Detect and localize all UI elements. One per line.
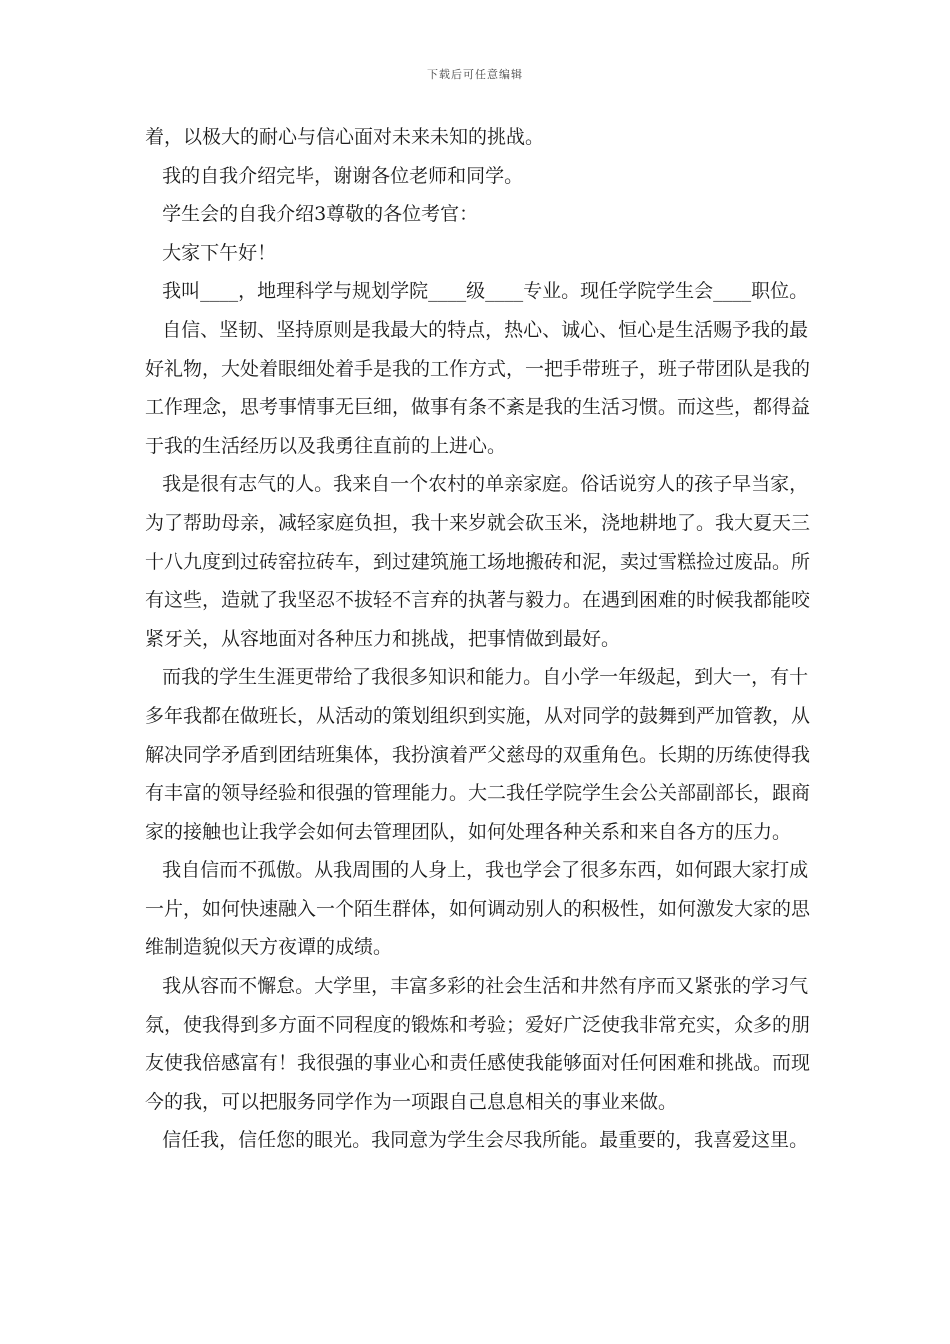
paragraph: 我的自我介绍完毕，谢谢各位老师和同学。: [162, 164, 524, 187]
paragraph: 我自信而不孤傲。从我周围的人身上，我也学会了很多东西，如何跟大家打成一片，如何快速融入一个陌生群体，如何调动别人的积极性，如何激发大家的思维制造貌似天方夜谭的成绩。: [145, 859, 811, 959]
document-body: [145, 118, 825, 1160]
paragraph: 学生会的自我介绍3尊敬的各位考官：: [162, 203, 479, 226]
paragraph: 大家下午好！: [162, 241, 277, 264]
paragraph: 而我的学生生涯更带给了我很多知识和能力。自小学一年级起，到大一，有十多年我都在做班长，从活动的策划组织到实施，从对同学的鼓舞到严加管教，从解决同学矛盾到团结班集体，我扮演着严父慈母的双重角色。长期的历练使得我有丰富的领导经验和很强的管理能力。大二我任学院学生会公关部副部长，跟商家的接触也让我学会如何去管理团队，如何处理各种关系和来自各方的压力。: [145, 666, 811, 843]
paragraph: 我从容而不懈怠。大学里，丰富多彩的社会生活和井然有序而又紧张的学习气氛，使我得到多方面不同程度的锻炼和考验；爱好广泛使我非常充实，众多的朋友使我倍感富有！我很强的事业心和责任感使我能够面对任何困难和挑战。而现今的我，可以把服务同学作为一项跟自己息息相关的事业来做。: [145, 975, 811, 1113]
paragraph: 信任我，信任您的眼光。我同意为学生会尽我所能。最重要的，我喜爱这里。: [162, 1129, 809, 1152]
paragraph: 着，以极大的耐心与信心面对未来未知的挑战。: [145, 126, 545, 148]
page-header: 下载后可任意编辑: [427, 68, 523, 81]
paragraph: 我是很有志气的人。我来自一个农村的单亲家庭。俗话说穷人的孩子早当家，为了帮助母亲，减轻家庭负担，我十来岁就会砍玉米，浇地耕地了。我大夏天三十八九度到过砖窑拉砖车，到过建筑施工场地搬砖和泥，卖过雪糕捡过废品。所有这些，造就了我坚忍不拔轻不言弃的执著与毅力。在遇到困难的时候我都能咬紧牙关，从容地面对各种压力和挑战，把事情做到最好。: [145, 473, 811, 650]
paragraph: 我叫____，地理科学与规划学院____级____专业。现任学院学生会____职位。: [162, 280, 809, 303]
paragraph: 自信、坚韧、坚持原则是我最大的特点，热心、诚心、恒心是生活赐予我的最好礼物，大处着眼细处着手是我的工作方式，一把手带班子，班子带团队是我的工作理念，思考事情事无巨细，做事有条不紊是我的生活习惯。而这些，都得益于我的生活经历以及我勇往直前的上进心。: [145, 318, 811, 457]
